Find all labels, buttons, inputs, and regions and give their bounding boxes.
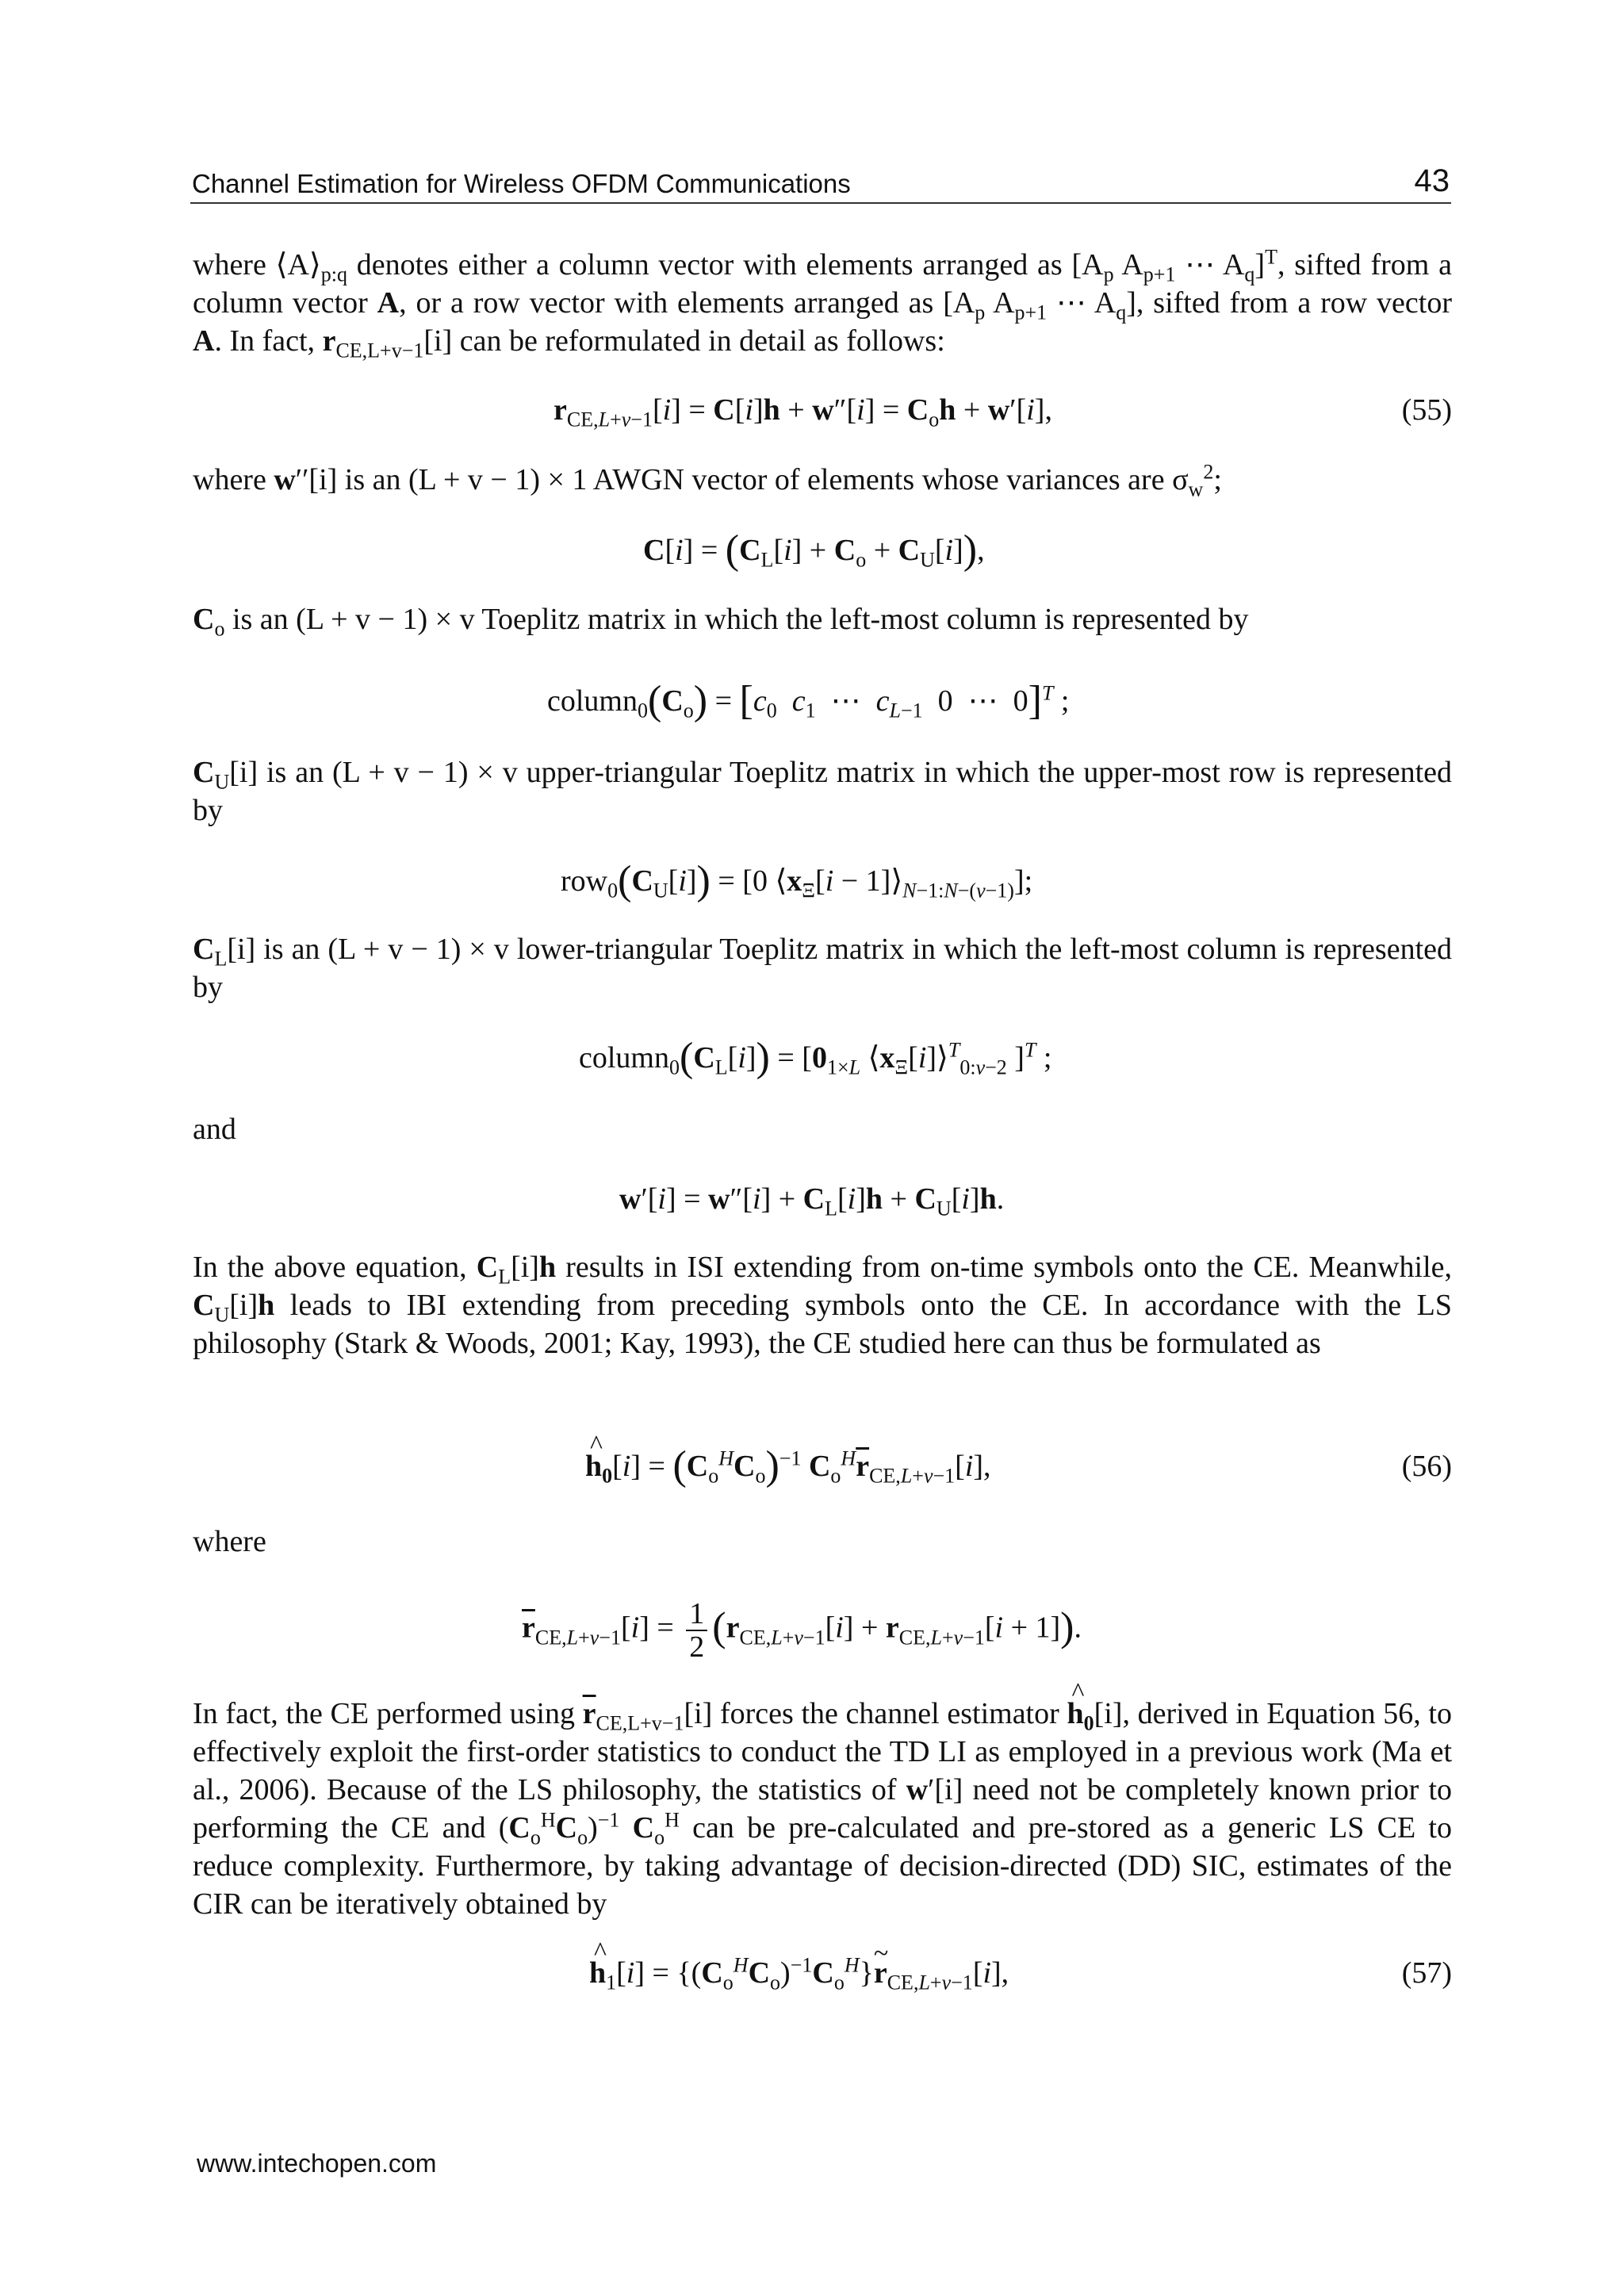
equation-cu-row: $row_0(C_U[i]) = [0$ $⟨x_\Xi[i$ − $1]⟩_{N-1:N-(v-1)}$];: [561, 858, 1033, 903]
equation-r-bar: $\overline{r}_{CE,L+v-1}[i]$ = $\frac{1}{2}$ $(r_{CE,L+v-1}[i] + r_{CE,L+v-1}[i + 1])$.: [522, 1597, 1082, 1664]
equation-55: $r_{CE,L+v-1}[i] = C[i]h + w''[i] = C_oh + w'[i]$, (55): [193, 391, 1452, 429]
equation-cl-column: $column_0(C_L[i]) = [0_{1\times L}$ $⟨x_\Xi[i]⟩^T_{0:v-2}$ ]$^T$ ;: [579, 1035, 1052, 1080]
paragraph-7: In the above equation, $C_L[i]h$ results in ISI extending from on-time symbols onto the CE. Meanwhile, $C_U[i]h$ leads to IBI extending from preceding symbols onto the CE. In accordance with the LS philosophy (Stark & Woods, 2001; Kay, 1993), the CE studied here can thus be formulated as: [193, 1251, 1452, 1360]
equation-number: (56): [1401, 1450, 1452, 1483]
equation-number: (57): [1401, 1956, 1452, 1990]
equation-c: $C[i] = (C_L[i] + C_o + C_U[i])$,: [643, 527, 985, 573]
paragraph-6: and: [193, 1113, 236, 1146]
paragraph-3: $C_o$ is an (L + v − 1) × v Toeplitz matrix in which the left-most column is represented by: [193, 603, 1249, 641]
page-number: 43: [1414, 163, 1450, 198]
paragraph-8: where: [193, 1525, 266, 1558]
equation-number: (55): [1401, 393, 1452, 427]
paragraph-1: where $⟨A⟩_{p:q}$ denotes either a column vector with elements arranged as [$A_p$ $A_{p+1}$ ⋯ $A_q]^T$, sifted from a column vector A, or a row vector with elements arranged as [$A_p$ $A_{p+1}$ ⋯ $A_q$], sifted from a row vector A. In fact, $r_{CE,L+v-1}[i]$ can be reformulated in detail as follows:: [193, 245, 1453, 362]
paragraph-9: In fact, the CE performed using $\overline{r}_{CE,L+v-1}[i]$ forces the channel estimator ^ $h_0[i]$, derived in Equation 56, to effectively exploit the first-order statistics to conduct the TD LI as employed in a previous work (Ma et al., 2006). Because of the LS philosophy, the statistics of w′[i] need not be completely known prior to performing the CE and $(C_o^HC_o)^{-1}$ $C_o^H$ can be pre-calculated and pre-stored as a generic LS CE to reduce complexity. Furthermore, by taking advantage of decision-directed (DD) SIC, estimates of the CIR can be iteratively obtained by: [193, 1695, 1452, 1923]
equation-57: ^ $h_1[i]$ = $\{(C_o^HC_o)^{-1}C_o^H\}\sim$ $r_{CE,L+v-1}[i]$, (57): [193, 1954, 1452, 2002]
running-title: Channel Estimation for Wireless OFDM Communications: [192, 169, 851, 198]
equation-56: ^ $h_0[i] = (C_o^HC_o)^{-1}$ $C_o^H\overline{r}_{CE,L+v-1}[i]$, (56): [193, 1447, 1452, 1495]
equation-w-prime: $w'[i] = w''[i] + C_L[i]h + C_U[i]h$.: [619, 1182, 1005, 1220]
paragraph-2: where w′′[i] is an (L + v − 1) × 1 AWGN vector of elements whose variances are $\sigma_w^2$;: [193, 460, 1222, 501]
paragraph-5: $C_L[i]$ is an (L + v − 1) × v lower-triangular Toeplitz matrix in which the left-most column is represented by: [193, 933, 1452, 1004]
footer-url[interactable]: www.intechopen.com: [197, 2149, 437, 2178]
equation-co-column: $column_0(C_o) = [c_0$ $c_1$ ⋯ $c_{L-1}$ 0 ⋯ 0]$^T$ ;: [547, 678, 1070, 723]
paragraph-4: $C_U[i]$ is an (L + v − 1) × v upper-triangular Toeplitz matrix in which the upper-most row is represented by: [193, 756, 1452, 827]
running-header: [190, 163, 1451, 204]
